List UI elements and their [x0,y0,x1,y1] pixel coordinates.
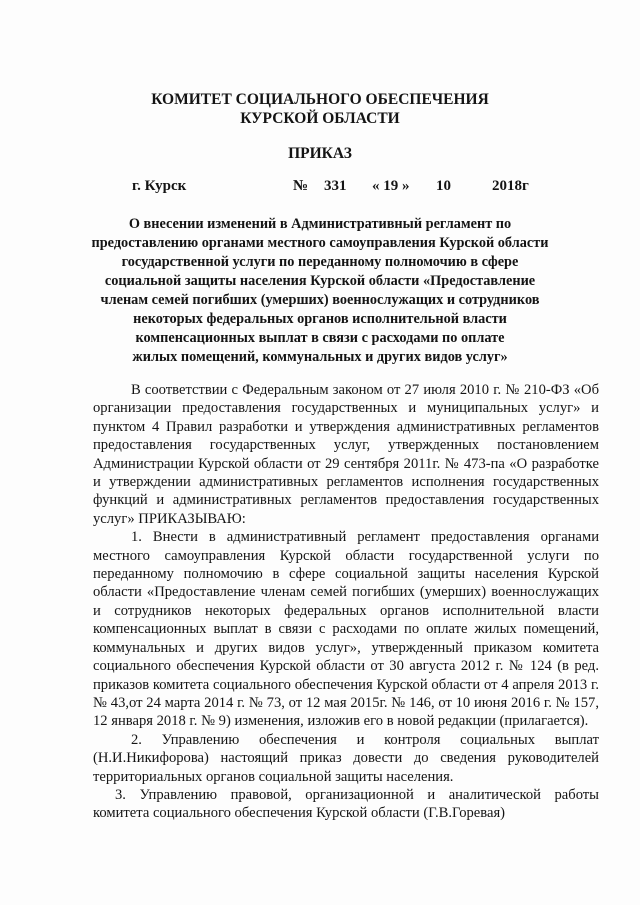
item-1-paragraph: 1. Внести в административный регламент предоставления органами местного самоуправления Курской области государственной услуги по переданному полномочию в сфере социальной защиты населения Курской области «Предоставление членам семей погибших (умерших) военнослужащих и сотрудников некоторых федеральных органов исполнительной власти компенсационных выплат в связи с расходами по оплате жилых помещений, коммунальных и других видов услуг», утвержденный приказом комитета социального обеспечения Курской области от 30 августа 2012 г. № 124 (в ред. приказов комитета социального обеспечения Курской области от 4 апреля 2013 г. № 43,от 24 марта 2014 г. № 73, от 12 мая 2015г. № 146, от 10 июня 2016 г. № 157, 12 января 2018 г. № 9) изменения, изложив его в новой редакции (прилагается). [93,529,599,730]
title-line: предоставлению органами местного самоуправления Курской области [91,235,549,251]
order-title [88,215,552,367]
document-type: ПРИКАЗ [288,145,352,162]
organization-header [0,90,640,128]
order-month: 10 [436,178,451,194]
title-line: жилых помещений, коммунальных и других видов услуг» [132,349,508,365]
order-year: 2018г [492,178,529,194]
title-line: членам семей погибших (умерших) военнослужащих и сотрудников [100,292,540,308]
title-line: компенсационных выплат в связи с расходами по оплате [135,330,505,346]
city: г. Курск [132,178,187,194]
number-sign: № [293,178,309,194]
order-body [93,381,599,823]
order-day: « 19 » [372,178,410,194]
item-3-paragraph: 3. Управлению правовой, организационной и аналитической работы комитета социального обеспечения Курской области (Г.В.Горевая) [93,786,599,822]
title-line: социальной защиты населения Курской области «Предоставление [104,273,536,289]
title-line: некоторых федеральных органов исполнительной власти [133,311,507,327]
preamble-paragraph: В соответствии с Федеральным законом от 27 июля 2010 г. № 210-ФЗ «Об организации предоставления государственных и муниципальных услуг» и пунктом 4 Правил разработки и утверждения административных регламентов предоставления государственных услуг, утвержденных постановлением Администрации Курской области от 29 сентября 2011г. № 473-па «О разработке и утверждении административных регламентов исполнения государственных функций и административных регламентов предоставления государственных услуг» ПРИКАЗЫВАЮ: [93,382,599,527]
order-number: 331 [324,178,347,194]
item-2-paragraph: 2. Управлению обеспечения и контроля социальных выплат (Н.И.Никифорова) настоящий приказ довести до сведения руководителей территориальных органов социальной защиты населения. [93,731,599,785]
title-line: О внесении изменений в Административный регламент по [128,216,512,232]
org-name-line1: КОМИТЕТ СОЦИАЛЬНОГО ОБЕСПЕЧЕНИЯ [151,91,489,108]
title-line: государственной услуги по переданному полномочию в сфере [121,254,519,270]
org-name-line2: КУРСКОЙ ОБЛАСТИ [240,110,400,127]
